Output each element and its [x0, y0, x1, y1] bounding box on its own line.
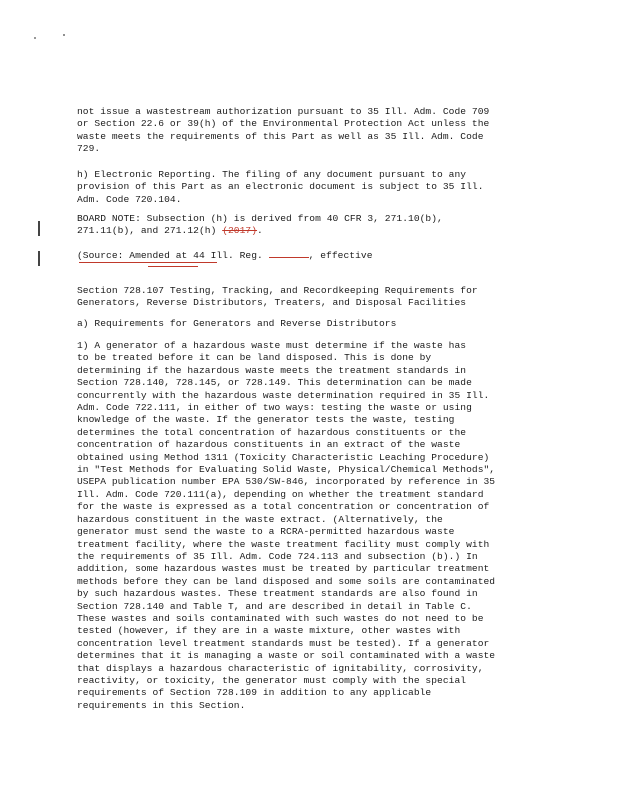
scan-speck [63, 34, 65, 36]
source-suffix: , effective [308, 250, 373, 261]
board-note-end: . [257, 225, 263, 237]
source-prefix: (Source: Amended at 44 Ill. Reg. [77, 250, 269, 261]
paragraph-1: 1) A generator of a hazardous waste must determine if the waste has to be treated before it can be land disposed. This is done by determining if the hazardous waste meets the treatment standards in Section 728.140, 728.145, or 728.149. This determination can be made concurrently with the hazardous waste determination required in 35 Ill. Adm. Code 722.111, in either of two ways: testing the waste or using knowledge of the waste. If the generator tests the waste, testing determines the total concentration of hazardous constituents or the concentration of hazardous constituents in an extract of the waste obtained using Method 1311 (Toxicity Characteristic Leaching Procedure) in "Test Methods for Evaluating Solid Waste, Physical/Chemical Methods", USEPA publication number EPA 530/SW-846, incorporated by reference in 35 Ill. Adm. Code 720.111(a), depending on whether the treatment standard for the waste is expressed as a total concentration or concentration of hazardous constituent in the waste extract. (Alternatively, the generator must send the waste to a RCRA-permitted hazardous waste treatment facility, where the waste treatment facility must comply with the requirements of 35 Ill. Adm. Code 724.113 and subsection (b).) In addition, some hazardous wastes must be treated by particular treatment methods before they can be land disposed and some soils are contaminated by such hazardous wastes. These treatment standards are also found in Section 728.140 and Table T, and are described in detail in Table C. These wastes and soils contaminated with such wastes do not need to be tested (however, if they are in a waste mixture, other wastes with concentration level treatment standards must be tested). If a generator determines that it is managing a waste or soil contaminated with a waste that displays a hazardous characteristic of ignitability, corrosivity, reactivity, or toxicity, the generator must comply with the special requirements of Section 728.109 in addition to any applicable requirements in this Section. [77, 340, 496, 711]
subsection-a-heading: a) Requirements for Generators and Reverse Distributors [77, 318, 397, 329]
source-note [77, 248, 547, 262]
top-paragraph: not issue a wastestream authorization pursuant to 35 Ill. Adm. Code 709 or Section 22.6 or 39(h) of the Environmental Protection Act unless the waste meets the requirements of this Part as well as 35 Ill. Adm. Code 729. [77, 106, 490, 155]
scan-speck [34, 37, 36, 39]
source-blank-line [269, 248, 309, 258]
section-heading: Section 728.107 Testing, Tracking, and Recordkeeping Requirements for Generators, Reverse Distributors, Treaters, and Disposal Facilities [77, 285, 478, 309]
electronic-reporting-paragraph: h) Electronic Reporting. The filing of any document pursuant to any provision of this Part as an electronic document is subject to 35 Ill. Adm. Code 720.104. [77, 169, 484, 205]
margin-revision-bar [38, 251, 40, 266]
board-note [77, 213, 547, 238]
board-note-struck-year: (2017) [222, 225, 258, 237]
amendment-underline [148, 266, 198, 267]
margin-revision-bar [38, 221, 40, 236]
amendment-underline [79, 262, 217, 263]
board-note-text: BOARD NOTE: Subsection (h) is derived from 40 CFR 3, 271.10(b), 271.11(b), and 271.12(h) [77, 213, 443, 237]
